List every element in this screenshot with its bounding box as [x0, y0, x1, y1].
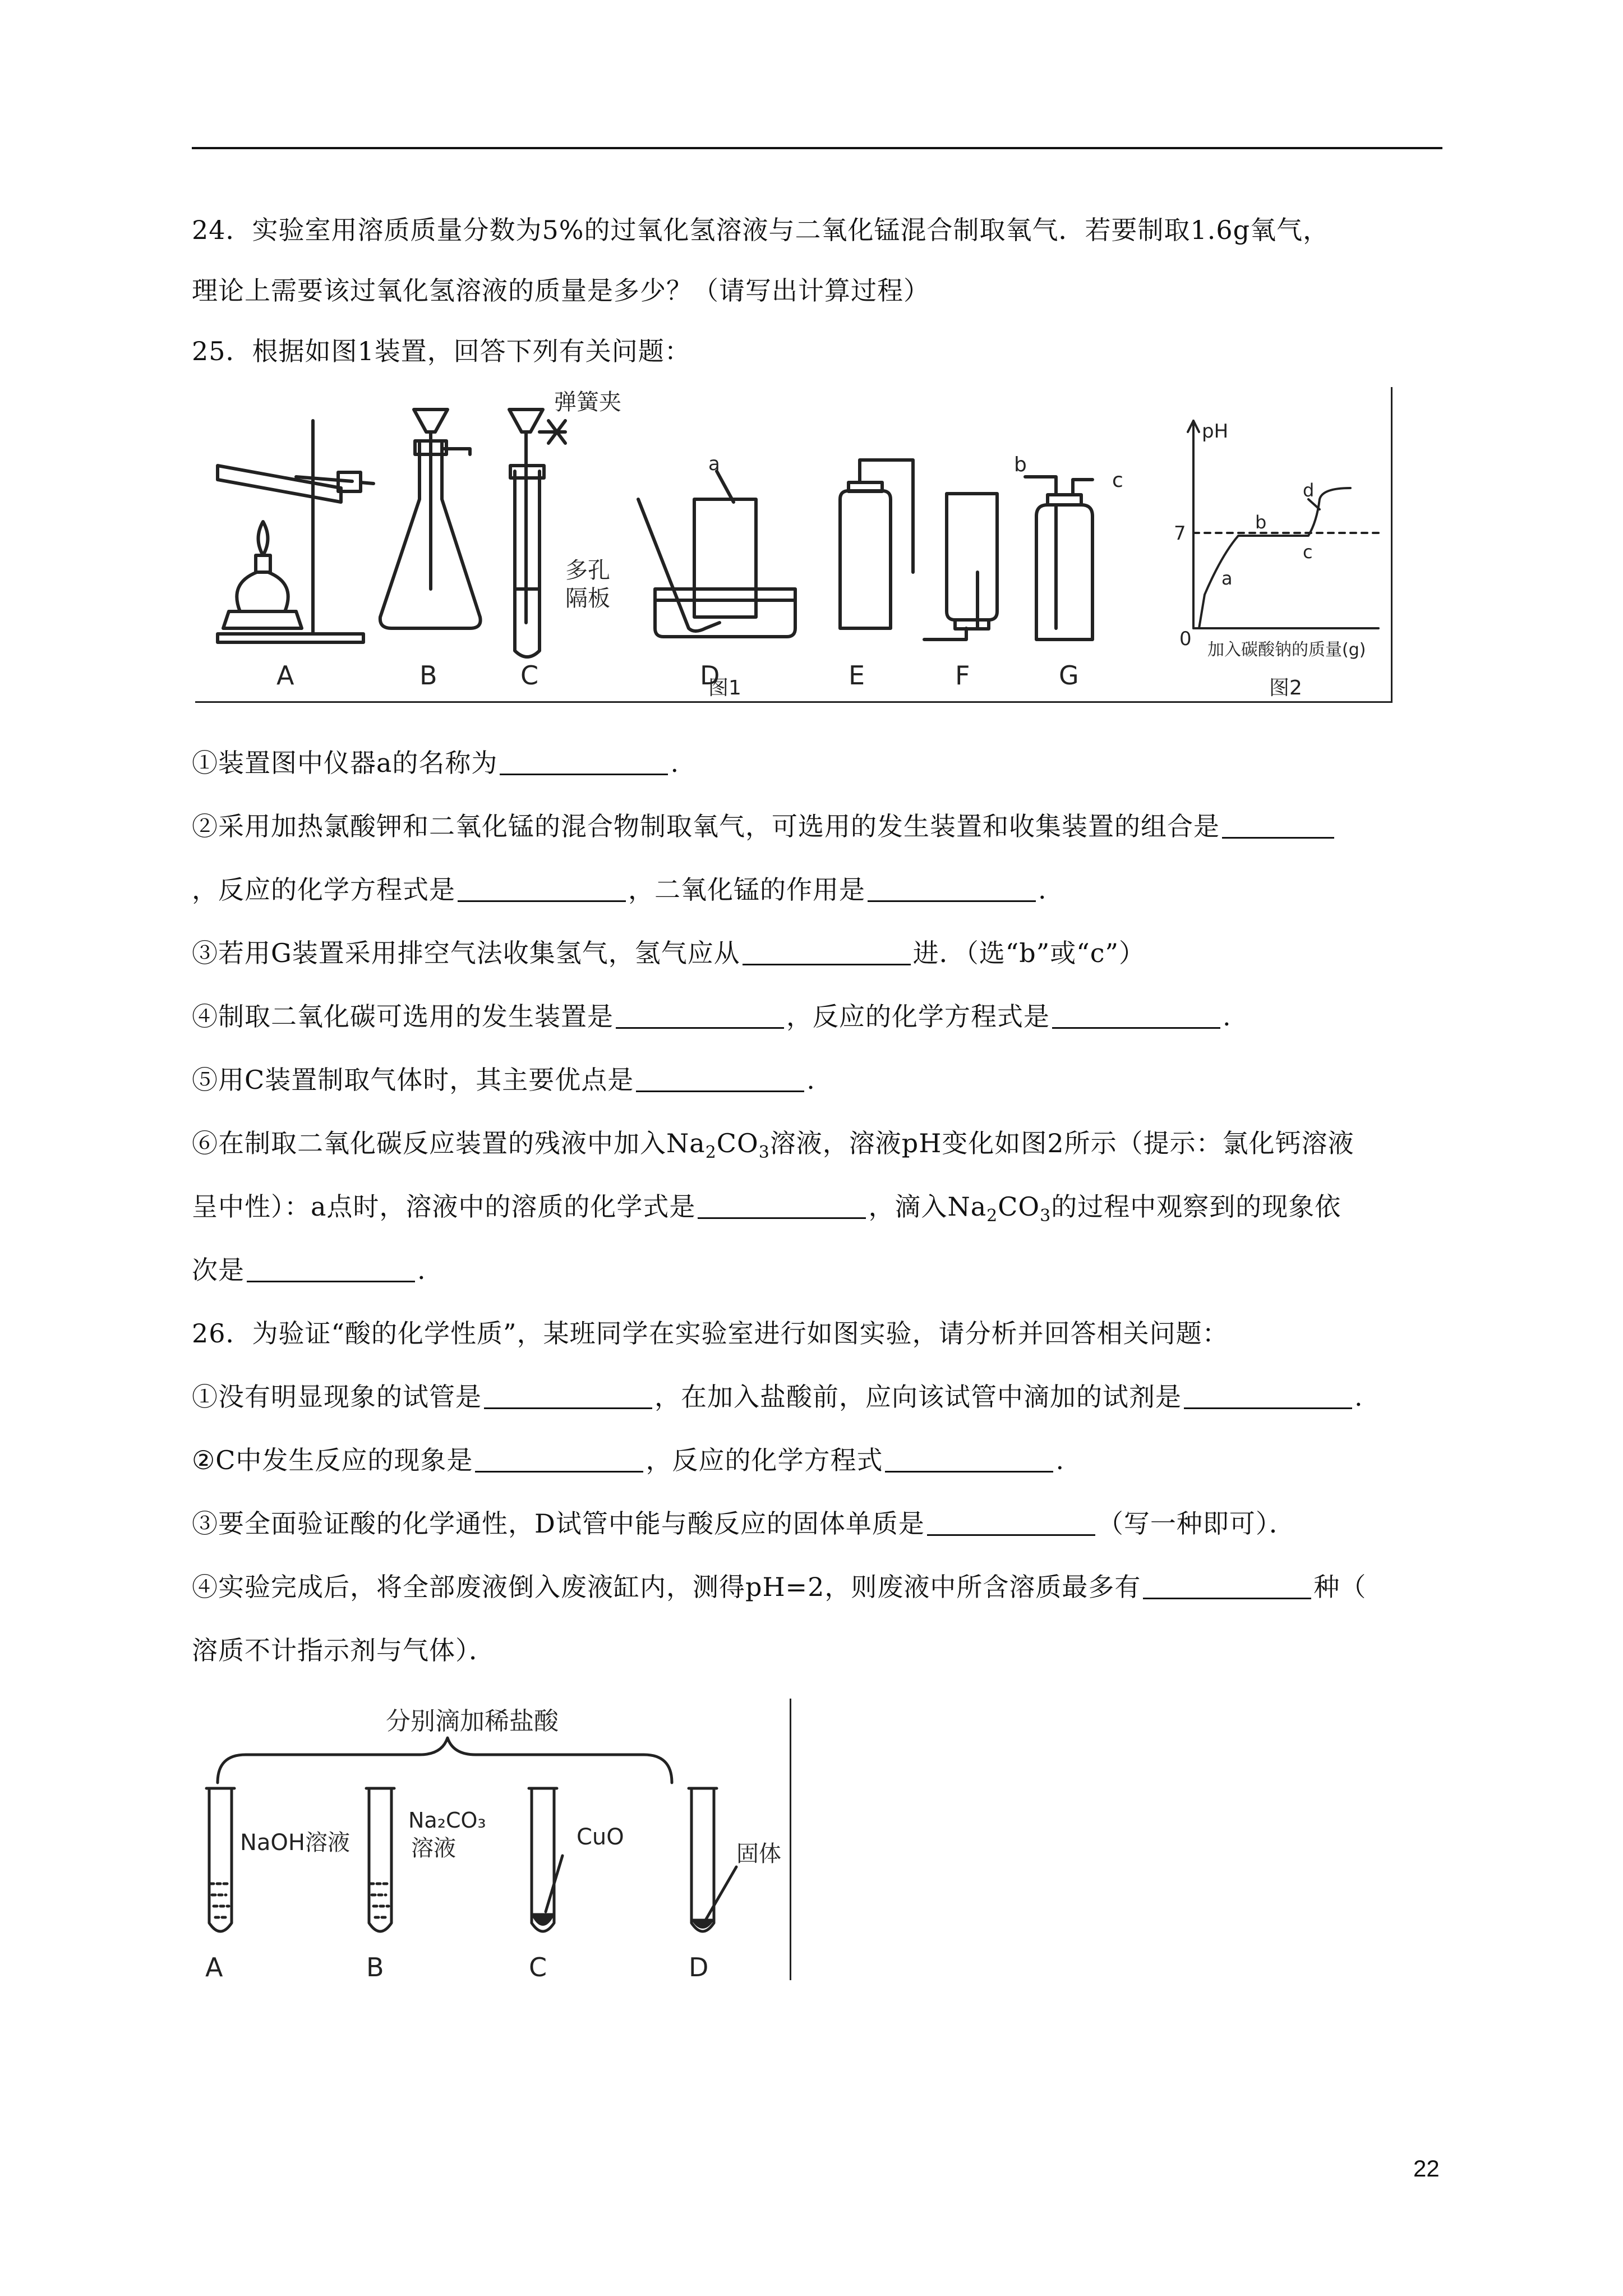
q26-s2-text: ②C中发生反应的现象是 — [192, 1445, 473, 1475]
q26-sub-1 — [192, 1380, 1448, 1414]
q25-sub-6-line-2 — [192, 1190, 1448, 1226]
q25-s6-text-g: 的过程中观察到的现象依 — [1051, 1191, 1341, 1222]
label-sodium-carbonate: Na₂CO₃ — [408, 1808, 486, 1833]
answer-blank[interactable] — [1184, 1382, 1352, 1409]
apparatus-e — [840, 460, 913, 628]
graph-point-b: b — [1255, 512, 1267, 533]
q25-sub-1 — [192, 746, 1448, 780]
q26-sub-4-line-2: 溶质不计指示剂与气体）． — [192, 1635, 495, 1665]
q25-s2-text: ②采用加热氯酸钾和二氧化锰的混合物制取氧气，可选用的发生装置和收集装置的组合是 — [192, 811, 1220, 841]
tube-label-a: A — [205, 1952, 223, 1980]
subscript: 2 — [986, 1206, 998, 1226]
answer-blank[interactable] — [484, 1382, 652, 1409]
subscript: 3 — [1040, 1206, 1052, 1226]
q25-s6-text-d: 呈中性）：a点时，溶液中的溶质的化学式是 — [192, 1191, 696, 1222]
apparatus-a — [218, 421, 374, 642]
answer-blank[interactable] — [743, 938, 911, 965]
label-port-b: b — [1014, 453, 1027, 476]
tube-label-c: C — [529, 1952, 547, 1980]
q25-sub-5 — [192, 1063, 1448, 1097]
label-g: G — [1059, 660, 1079, 691]
header-rule — [192, 147, 1442, 149]
label-c: C — [520, 660, 539, 691]
q25-s2-text-c: ，二氧化锰的作用是 — [628, 875, 865, 905]
label-e: E — [849, 660, 865, 691]
answer-blank[interactable] — [500, 748, 668, 775]
q25-s3-text: ③若用G装置采用排空气法收集氢气，氢气应从 — [192, 938, 740, 968]
q25-s4-text-b: ，反应的化学方程式是 — [786, 1001, 1050, 1032]
q26-s4-text: ④实验完成后，将全部废液倒入废液缸内，测得pH=2，则废液中所含溶质最多有 — [192, 1572, 1141, 1602]
q26-s4-text-b: 种（ — [1313, 1572, 1367, 1602]
tube-b — [366, 1788, 394, 1931]
answer-blank[interactable] — [698, 1191, 866, 1219]
q26-s2-end: . — [1055, 1445, 1065, 1475]
graph-x-label: 加入碳酸钠的质量(g) — [1207, 640, 1366, 660]
figure-1-apparatus — [195, 387, 1393, 703]
q25-s2-text-b: ，反应的化学方程式是 — [192, 875, 455, 905]
q24-line-1: 24．实验室用溶质质量分数为5%的过氧化氢溶液与二氧化锰混合制取氧气．若要制取1.6g氧气， — [192, 215, 1330, 245]
caption-figure-1: 图1 — [708, 677, 741, 700]
answer-blank[interactable] — [636, 1065, 804, 1092]
label-port-c: c — [1112, 469, 1123, 492]
q25-s4-end: . — [1223, 1001, 1232, 1032]
answer-blank[interactable] — [868, 875, 1036, 902]
q26-s1-text-b: ，在加入盐酸前，应向该试管中滴加的试剂是 — [654, 1382, 1182, 1412]
q25-sub-3 — [192, 936, 1448, 970]
q26-stem: 26．为验证“酸的化学性质”，某班同学在实验室进行如图实验，请分析并回答相关问题： — [192, 1318, 1229, 1349]
q25-s1-text: ①装置图中仪器a的名称为 — [192, 748, 498, 778]
answer-blank[interactable] — [885, 1445, 1053, 1473]
q26-s3-text: ③要全面验证酸的化学通性，D试管中能与酸反应的固体单质是 — [192, 1508, 925, 1539]
page-number: 22 — [1413, 2155, 1440, 2182]
q26-s1-text: ①没有明显现象的试管是 — [192, 1382, 482, 1412]
graph-y-tick: 7 — [1174, 522, 1186, 545]
q25-s6-formula: CO — [716, 1128, 759, 1158]
q26-s1-end: . — [1354, 1382, 1363, 1412]
q25-s3-end: 进．（选“b”或“c”） — [912, 938, 1146, 968]
label-f: F — [955, 660, 970, 691]
q26-s3-end: （写一种即可）． — [1097, 1508, 1295, 1539]
q25-s2-end: . — [1038, 875, 1047, 905]
label-porous-plate-2: 隔板 — [565, 586, 610, 611]
q26-sub-2 — [192, 1443, 1448, 1477]
answer-blank[interactable] — [1222, 811, 1334, 839]
tube-c — [529, 1788, 562, 1931]
answer-blank[interactable] — [1143, 1572, 1311, 1599]
q25-s6-text: ⑥在制取二氧化碳反应装置的残液中加入Na — [192, 1128, 706, 1158]
q25-s6-text-c: 溶液，溶液pH变化如图2所示（提示：氯化钙溶液 — [769, 1128, 1354, 1158]
label-b: B — [419, 660, 437, 691]
caption-figure-2: 图2 — [1269, 677, 1302, 700]
q25-sub-2-line-2 — [192, 873, 1448, 907]
apparatus-b — [380, 409, 481, 628]
answer-blank[interactable] — [927, 1508, 1095, 1536]
graph-point-c: c — [1303, 541, 1313, 563]
q25-s5-end: . — [806, 1065, 815, 1095]
q25-s6-formula-2: CO — [998, 1191, 1040, 1222]
tube-figure-title: 分别滴加稀盐酸 — [386, 1707, 559, 1736]
label-solution: 溶液 — [411, 1835, 456, 1861]
q25-s6-end: . — [417, 1255, 426, 1285]
label-cuo: CuO — [577, 1824, 624, 1850]
q25-s5-text: ⑤用C装置制取气体时，其主要优点是 — [192, 1065, 634, 1095]
subscript: 3 — [758, 1143, 770, 1162]
tube-d — [689, 1788, 736, 1931]
q26-sub-3 — [192, 1507, 1448, 1540]
q24-line-2: 理论上需要该过氧化氢溶液的质量是多少？（请写出计算过程） — [192, 275, 930, 306]
label-spring-clip: 弹簧夹 — [554, 389, 621, 415]
answer-blank[interactable] — [1052, 1001, 1220, 1029]
q26-sub-4-line-1 — [192, 1570, 1448, 1604]
graph-origin: 0 — [1179, 628, 1192, 650]
q25-stem: 25．根据如图1装置，回答下列有关问题： — [192, 336, 691, 366]
apparatus-c — [509, 409, 565, 657]
tube-a — [206, 1788, 234, 1931]
ph-graph — [1188, 421, 1378, 628]
q25-s6-text-h: 次是 — [192, 1255, 245, 1285]
apparatus-f — [924, 494, 997, 639]
apparatus-g — [1025, 477, 1092, 639]
answer-blank[interactable] — [616, 1001, 784, 1029]
q26-s2-text-b: ，反应的化学方程式 — [645, 1445, 883, 1475]
label-porous-plate-1: 多孔 — [565, 558, 610, 583]
q25-sub-6-line-1 — [192, 1126, 1448, 1160]
brace — [218, 1738, 672, 1783]
answer-blank[interactable] — [458, 875, 626, 902]
tube-label-b: B — [366, 1952, 384, 1980]
figure-test-tubes — [195, 1699, 791, 1980]
subscript: 2 — [705, 1143, 717, 1162]
label-instrument-a: a — [708, 453, 720, 475]
label-d: D — [700, 660, 720, 691]
q25-s4-text: ④制取二氧化碳可选用的发生装置是 — [192, 1001, 614, 1032]
q25-sub-2-line-1 — [192, 809, 1448, 843]
graph-point-a: a — [1221, 568, 1233, 589]
label-a: A — [276, 660, 294, 691]
q25-sub-4 — [192, 1000, 1448, 1033]
label-solid: 固体 — [736, 1841, 781, 1867]
graph-y-label: pH — [1202, 420, 1229, 443]
q25-s1-end: . — [670, 748, 680, 778]
q25-sub-6-line-3 — [192, 1253, 1448, 1287]
graph-point-d: d — [1303, 480, 1315, 501]
label-naoh-solution: NaOH溶液 — [240, 1830, 350, 1856]
answer-blank[interactable] — [247, 1255, 415, 1282]
tube-label-d: D — [689, 1952, 709, 1980]
q25-s6-text-e: ，滴入Na — [868, 1191, 987, 1222]
apparatus-d — [638, 471, 795, 637]
answer-blank[interactable] — [475, 1445, 643, 1473]
